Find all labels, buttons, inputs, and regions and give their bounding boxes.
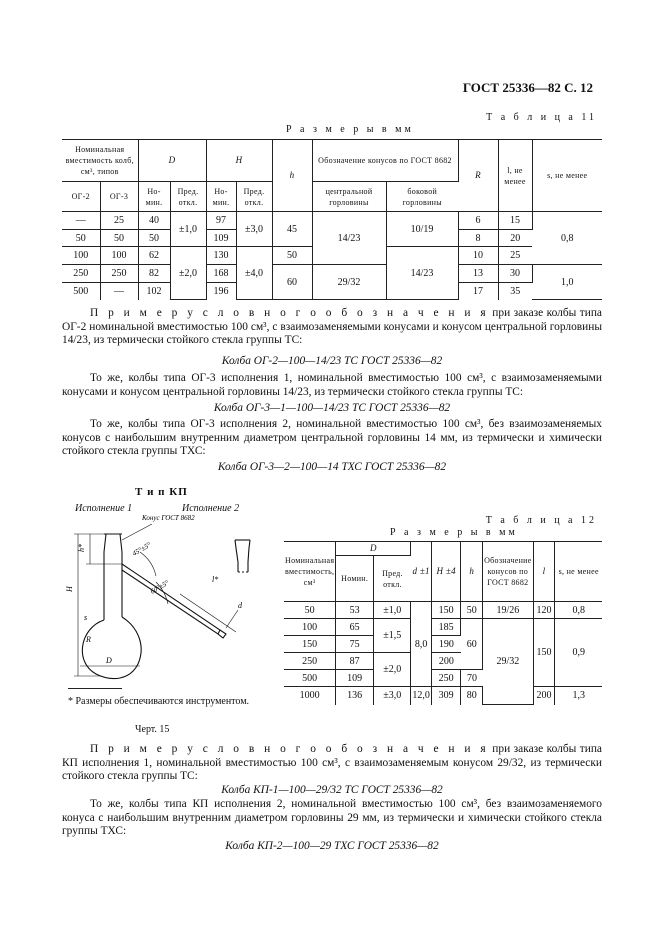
angle-1-label: 45°±5° xyxy=(131,540,153,558)
table11-subtitle: Р а з м е р ы в мм xyxy=(286,124,414,135)
t12-cell: 19/26 xyxy=(483,602,534,619)
t11-cell: 168 xyxy=(206,265,236,283)
angle-2-label: 60°±5° xyxy=(149,578,171,596)
t12-cell: ±1,5 xyxy=(374,619,411,653)
angle-arc-1 xyxy=(140,552,156,576)
designation-5: Колба КП-2—100—29 ТХС ГОСТ 25336—82 xyxy=(225,840,439,852)
t11-h-cones: Обозначение конусов по ГОСТ 8682 xyxy=(312,140,458,182)
table-row xyxy=(284,602,602,619)
t12-cell: 100 xyxy=(284,619,336,636)
t11-h-d-tol: Пред. откл. xyxy=(170,182,206,212)
t12-cell: 50 xyxy=(284,602,336,619)
t11-cell: 6 xyxy=(458,212,498,230)
t11-h-R: R xyxy=(458,140,498,212)
t12-h-d1: d ±1 xyxy=(411,542,432,602)
designation-1: Колба ОГ-2—100—14/23 ТС ГОСТ 25336—82 xyxy=(221,355,443,367)
t11-cell: 100 xyxy=(62,247,100,265)
t11-cell: 50 xyxy=(62,230,100,247)
t11-cell: 50 xyxy=(100,230,138,247)
exec2-neck-right xyxy=(248,540,250,572)
s-label: s xyxy=(84,613,88,622)
example-text: при заказе колбы типа КП исполнения 1, номинальной вместимостью 100 см³, с взаимозаменяемым конусом 29/32, из термически стойкого стекла группы ТС: xyxy=(62,743,602,783)
table11 xyxy=(62,139,602,300)
t11-cell: 14/23 xyxy=(386,247,458,300)
t12-cell: 200 xyxy=(533,687,555,705)
paragraph-3 xyxy=(62,418,602,459)
figure-type-title: Т и п КП xyxy=(135,486,188,498)
bulb-outline xyxy=(82,617,141,679)
t11-h-og3: ОГ-3 xyxy=(100,182,138,212)
t12-cell: 190 xyxy=(431,636,461,653)
t11-cell: 40 xyxy=(138,212,170,230)
t12-cell: 150 xyxy=(284,636,336,653)
t11-h-og2: ОГ-2 xyxy=(62,182,100,212)
t11-cell: 50 xyxy=(272,247,312,265)
t11-h-h-tol: Пред. откл. xyxy=(236,182,272,212)
t11-cell: 25 xyxy=(100,212,138,230)
t11-cell: 20 xyxy=(498,230,532,247)
t11-cell: 100 xyxy=(100,247,138,265)
paragraph-2 xyxy=(62,372,602,399)
t11-cell: 60 xyxy=(272,265,312,300)
t11-h-d-nom: Но-мин. xyxy=(138,182,170,212)
t11-cell: — xyxy=(62,212,100,230)
t12-cell: 53 xyxy=(336,602,374,619)
t11-cell: ±1,0 xyxy=(170,212,206,247)
t12-cell: 12,0 xyxy=(411,687,432,705)
neck-right-line xyxy=(120,534,122,617)
t11-h-side: боковой горловины xyxy=(386,182,458,212)
figure-footnote: * Размеры обеспечиваются инструментом. xyxy=(68,696,250,707)
t11-cell: ±3,0 xyxy=(236,212,272,247)
t12-cell: 80 xyxy=(461,687,483,705)
t11-cell: ±4,0 xyxy=(236,247,272,300)
t11-cell: 15 xyxy=(498,212,532,230)
t12-h-s: s, не менее xyxy=(555,542,602,602)
designation-2: Колба ОГ-3—1—100—14/23 ТС ГОСТ 25336—82 xyxy=(213,402,451,414)
t11-cell: 250 xyxy=(100,265,138,283)
t12-cell: 185 xyxy=(431,619,461,636)
t12-cell: 250 xyxy=(284,653,336,670)
t11-cell: 500 xyxy=(62,283,100,300)
neck-left-line xyxy=(104,534,106,620)
table12-caption: Т а б л и ц а 12 xyxy=(485,515,597,526)
t11-h-k: h xyxy=(272,140,312,212)
figure-exec2-label: Исполнение 2 xyxy=(182,503,240,514)
t12-h-D: D xyxy=(336,542,411,556)
dim-d-leader xyxy=(226,610,238,628)
t11-cell: 10/19 xyxy=(386,212,458,247)
table-row xyxy=(284,619,602,636)
t12-cell: 250 xyxy=(431,670,461,687)
t11-cell: 130 xyxy=(206,247,236,265)
t11-cell: 30 xyxy=(498,265,532,283)
t11-cell: 8 xyxy=(458,230,498,247)
designation-4: Колба КП-1—100—29/32 ТС ГОСТ 25336—82 xyxy=(221,784,443,796)
t12-cell: 29/32 xyxy=(483,619,534,705)
figure-exec1-label: Исполнение 1 xyxy=(75,503,133,514)
t12-cell: 0,8 xyxy=(555,602,602,619)
t12-cell: 309 xyxy=(431,687,461,705)
t12-cell: ±2,0 xyxy=(374,653,411,687)
t11-h-central: центральной горловины xyxy=(312,182,386,212)
figure-caption: Черт. 15 xyxy=(135,724,170,735)
t12-cell: 200 xyxy=(431,653,461,670)
t12-cell: 1,3 xyxy=(572,690,585,702)
exec2-neck-left xyxy=(235,540,238,572)
t12-cell: 136 xyxy=(336,687,374,705)
t11-cell: 196 xyxy=(206,283,236,300)
t12-cell: 1000 xyxy=(284,687,336,705)
t11-cell: 102 xyxy=(138,283,170,300)
d-label: d xyxy=(238,601,242,610)
paragraph-text: То же, колбы типа КП исполнения 2, номинальной вместимостью 100 см³, без взаимозаменяемого конуса с наибольшим внутренним диаметром горловины 29 мм, из термически и химически стойкого стекла группы ТХС: xyxy=(62,798,602,838)
t11-cell: ±2,0 xyxy=(170,247,206,300)
cone-leader xyxy=(122,524,152,540)
t11-cell: 14/23 xyxy=(312,212,386,265)
l-star-label: l* xyxy=(212,575,219,584)
t12-cell: ±3,0 xyxy=(374,687,411,705)
page-header: ГОСТ 25336—82 С. 12 xyxy=(462,80,593,95)
t12-h-cone: Обозначение конусов по ГОСТ 8682 xyxy=(483,542,534,602)
dim-l-star xyxy=(180,594,236,632)
t11-h-s: s, не менее xyxy=(532,140,602,212)
t11-cell: 109 xyxy=(206,230,236,247)
example-paragraph-1 xyxy=(62,307,602,348)
footnote-rule xyxy=(68,688,122,689)
t11-h-l: l, не менее xyxy=(498,140,532,212)
t11-cell: 0,8 xyxy=(532,212,602,265)
table-row xyxy=(284,687,602,705)
t11-cell: 10 xyxy=(458,247,498,265)
t12-cell: 50 xyxy=(461,602,483,619)
t12-cell: 0,9 xyxy=(555,619,602,687)
R-label: R xyxy=(86,635,91,644)
t12-cell: 60 xyxy=(461,619,483,670)
t11-cell: 45 xyxy=(272,212,312,247)
table-row xyxy=(62,212,602,230)
t11-cell: 25 xyxy=(498,247,532,265)
t11-cell: 50 xyxy=(138,230,170,247)
t12-h-k: h xyxy=(461,542,483,602)
t12-cell: 150 xyxy=(533,619,555,687)
t12-cell: 75 xyxy=(336,636,374,653)
t12-cell: 87 xyxy=(336,653,374,670)
example-text: при заказе колбы типа ОГ-2 номинальной вместимостью 100 см³, с взаимозаменяемыми конусами и конусом центральной горловины 14/23, из термически стойкого стекла группы ТС: xyxy=(62,307,602,347)
paragraph-5 xyxy=(62,798,602,839)
t12-cell: 120 xyxy=(533,602,555,619)
t12-cell: 500 xyxy=(284,670,336,687)
t11-cell: — xyxy=(100,283,138,300)
designation-3: Колба ОГ-3—2—100—14 ТХС ГОСТ 25336—82 xyxy=(217,461,447,473)
paragraph-text: То же, колбы типа ОГ-3 исполнения 1, номинальной вместимостью 100 см³, с взаимозаменяемыми конусами и конусом центральной горловины 14/23, из термически стойкого стекла группы ТС: xyxy=(62,372,602,398)
t11-cell: 17 xyxy=(458,283,498,300)
flask-drawing xyxy=(60,512,280,690)
t12-cell: 150 xyxy=(431,602,461,619)
t12-cell: 109 xyxy=(336,670,374,687)
example-lead: П р и м е р у с л о в н о г о о б о з н а ч е н и я xyxy=(90,307,489,319)
t11-h-capacity: Номинальная вместимость колб, см³, типов xyxy=(62,140,138,182)
t11-cell: 97 xyxy=(206,212,236,230)
table-row xyxy=(62,265,602,283)
table12-subtitle: Р а з м е р ы в мм xyxy=(390,527,518,538)
dim-H xyxy=(74,534,104,676)
example-lead: П р и м е р у с л о в н о г о о б о з н а ч е н и я xyxy=(90,743,489,755)
H-label: H xyxy=(65,586,74,592)
t12-h-H4: H ±4 xyxy=(431,542,461,602)
example-paragraph-4 xyxy=(62,743,602,784)
t12-h-tol: Пред. откл. xyxy=(374,556,411,602)
t12-h-capacity: Номинальная вместимость, см³ xyxy=(284,542,336,602)
t11-cell: 13 xyxy=(458,265,498,283)
t12-cell: 65 xyxy=(336,619,374,636)
t11-cell: 250 xyxy=(62,265,100,283)
t11-cell: 29/32 xyxy=(312,265,386,300)
table11-caption: Т а б л и ц а 11 xyxy=(486,112,597,123)
t11-cell: 35 xyxy=(510,285,521,297)
h-star-label: h* xyxy=(77,544,86,552)
t12-cell: 8,0 xyxy=(411,602,432,687)
cone-label: Конус ГОСТ 8682 xyxy=(142,514,195,522)
t11-cell: 82 xyxy=(138,265,170,283)
t11-h-D: D xyxy=(138,140,206,182)
t11-cell: 62 xyxy=(138,247,170,265)
t12-h-l: l xyxy=(533,542,555,602)
t12-cell: 70 xyxy=(461,670,483,687)
table12 xyxy=(284,541,602,705)
t12-h-nom: Номин. xyxy=(336,556,374,602)
paragraph-text: То же, колбы типа ОГ-3 исполнения 2, номинальной вместимостью 100 см³, без взаимозаменяемых конусов с наибольшим внутренним диаметром центральной горловины 14 мм, из термически и химически стойкого стекла группы ТХС: xyxy=(62,418,602,458)
t11-h-H: H xyxy=(206,140,272,182)
side-arm xyxy=(122,564,220,634)
t11-h-h-nom: Но-мин. xyxy=(206,182,236,212)
t12-cell: ±1,0 xyxy=(374,602,411,619)
D-label: D xyxy=(106,656,112,665)
t11-cell: 1,0 xyxy=(532,265,602,300)
